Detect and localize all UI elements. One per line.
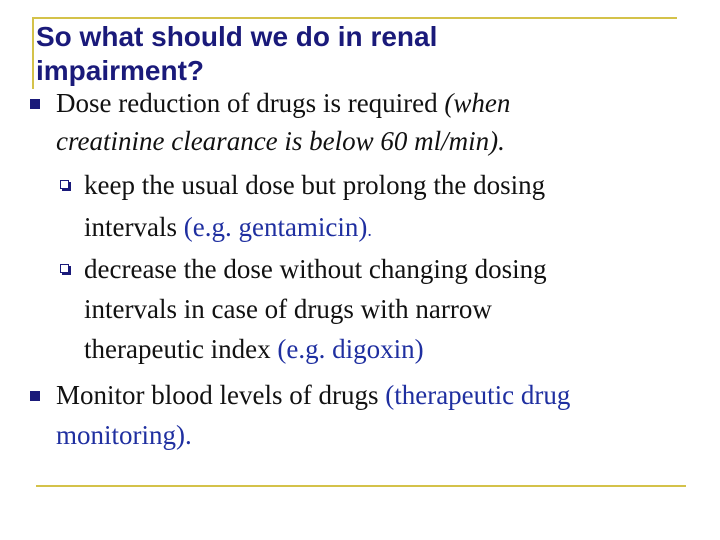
bullet-1-line-2: creatinine clearance is below 60 ml/min). [56,126,505,156]
slide-title: So what should we do in renal impairment? [36,21,438,86]
subpoint-1-example: (e.g. gentamicin) [183,212,368,242]
bullet-1-emphasis: (when [444,88,511,118]
bullet-marker [30,99,40,109]
subpoint-1-period: . [367,220,372,240]
checkbox-bullet-icon [60,180,69,189]
bullet-2-example: (therapeutic drug [385,380,571,410]
checkbox-bullet-icon [60,264,69,273]
bottom-rule [36,485,686,487]
subpoint-1-line-2 [84,211,372,246]
subpoint-1-line-1: keep the usual dose but prolong the dosing [84,170,546,200]
left-rule [32,17,34,89]
subpoint-2-line-2: intervals in case of drugs with narrow [84,294,492,324]
subpoint-2-line-1: decrease the dose without changing dosing [84,254,547,284]
top-rule [32,17,677,19]
subpoint-1-text: intervals [84,212,177,242]
bullet-marker [30,391,40,401]
bullet-1-text: Dose reduction of drugs is required [56,88,438,118]
bullet-2-line-2: monitoring). [56,420,192,450]
bullet-1-line-1 [56,87,510,119]
bullet-2-line-1 [56,379,570,411]
subpoint-2-text: therapeutic index [84,334,271,364]
bullet-2-text: Monitor blood levels of drugs [56,380,379,410]
subpoint-2-line-3 [84,333,424,365]
subpoint-2-example: (e.g. digoxin) [277,334,424,364]
